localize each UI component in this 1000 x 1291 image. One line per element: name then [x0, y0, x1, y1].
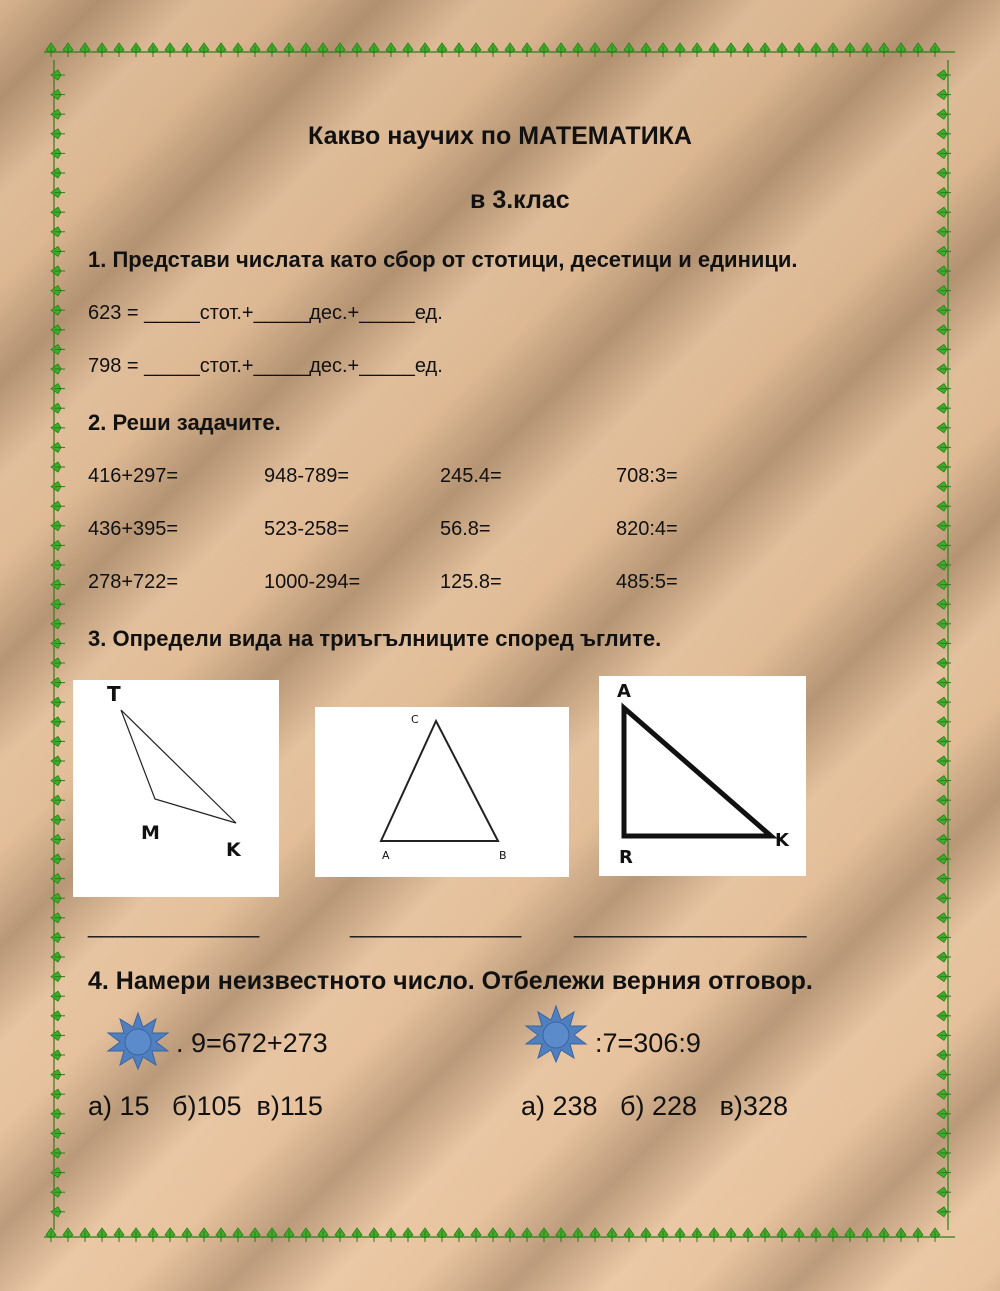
vine-leaf [930, 43, 940, 57]
vine-leaf [250, 43, 260, 57]
vine-leaf [937, 70, 951, 80]
vine-leaf [913, 43, 923, 57]
vine-leaf [937, 521, 951, 531]
task2-expr: 1000-294= [264, 571, 361, 593]
vine-leaf [937, 736, 951, 746]
task2-expr: 416+297= [88, 465, 179, 487]
vine-leaf [114, 1228, 124, 1242]
vine-leaf [216, 1228, 226, 1242]
vine-leaf [51, 638, 65, 648]
vine-leaf [937, 1109, 951, 1119]
vine-leaf [51, 697, 65, 707]
task4-heading: 4. Намери неизвестното число. Отбележи верния отговор. [88, 967, 813, 995]
vine-leaf [471, 1228, 481, 1242]
vine-leaf [46, 43, 56, 57]
task2-expr: 820:4= [616, 518, 678, 540]
vine-leaf [51, 1011, 65, 1021]
vine-leaf [709, 43, 719, 57]
vine-leaf [97, 43, 107, 57]
vine-leaf [51, 423, 65, 433]
vine-leaf [51, 364, 65, 374]
vine-leaf [51, 70, 65, 80]
vine-leaf [454, 1228, 464, 1242]
vine-leaf [63, 1228, 73, 1242]
task1-line-2: 798 = _____стот.+_____дес.+_____ед. [88, 355, 443, 377]
vine-leaf [937, 168, 951, 178]
vine-leaf [51, 462, 65, 472]
vine-leaf [51, 207, 65, 217]
vine-leaf [937, 403, 951, 413]
vine-leaf [743, 43, 753, 57]
vine-leaf [937, 1070, 951, 1080]
vine-leaf [937, 423, 951, 433]
vine-leaf [937, 678, 951, 688]
vine-leaf [51, 991, 65, 1001]
vertex-label: K [226, 839, 241, 861]
task2-expr: 948-789= [264, 465, 350, 487]
vine-leaf [937, 462, 951, 472]
vine-leaf [182, 43, 192, 57]
vine-leaf [51, 90, 65, 100]
vine-leaf [937, 599, 951, 609]
vine-leaf [51, 834, 65, 844]
vine-leaf [352, 43, 362, 57]
vertex-label: K [775, 830, 789, 851]
vine-leaf [114, 43, 124, 57]
vine-leaf [51, 168, 65, 178]
vine-leaf [437, 43, 447, 57]
vine-leaf [199, 43, 209, 57]
vine-leaf [318, 1228, 328, 1242]
vine-leaf [937, 109, 951, 119]
vine-leaf [937, 442, 951, 452]
task2-expr: 56.8= [440, 518, 491, 540]
page-title: Какво научих по МАТЕМАТИКА [308, 122, 692, 150]
vine-leaf [51, 521, 65, 531]
vine-leaf [437, 1228, 447, 1242]
vine-leaf [937, 1030, 951, 1040]
vine-leaf [937, 1207, 951, 1217]
vine-leaf [937, 697, 951, 707]
vine-leaf [937, 619, 951, 629]
vine-leaf [51, 1089, 65, 1099]
vine-leaf [937, 364, 951, 374]
vine-leaf [828, 1228, 838, 1242]
vine-leaf [51, 344, 65, 354]
vine-leaf [937, 560, 951, 570]
vine-leaf [658, 1228, 668, 1242]
vertex-label: A [382, 849, 390, 862]
vine-leaf [573, 1228, 583, 1242]
vine-leaf [51, 1070, 65, 1080]
vine-leaf [386, 43, 396, 57]
vine-leaf [845, 1228, 855, 1242]
vine-leaf [937, 580, 951, 590]
vine-leaf [63, 43, 73, 57]
vine-leaf [937, 638, 951, 648]
vine-leaf [937, 795, 951, 805]
vine-leaf [131, 1228, 141, 1242]
vine-leaf [335, 1228, 345, 1242]
vine-leaf [539, 1228, 549, 1242]
vine-leaf [51, 854, 65, 864]
vine-leaf [318, 43, 328, 57]
vertex-label: A [617, 681, 631, 702]
vine-leaf [369, 1228, 379, 1242]
vine-leaf [937, 227, 951, 237]
vine-leaf [216, 43, 226, 57]
vine-leaf [937, 874, 951, 884]
vine-leaf [811, 1228, 821, 1242]
task2-expr: 278+722= [88, 571, 179, 593]
vine-leaf [284, 43, 294, 57]
vine-leaf [51, 599, 65, 609]
vine-leaf [51, 893, 65, 903]
vine-leaf [51, 501, 65, 511]
vine-leaf [743, 1228, 753, 1242]
vine-leaf [692, 43, 702, 57]
task2-expr: 245.4= [440, 465, 502, 487]
vine-leaf [845, 43, 855, 57]
vine-leaf [51, 815, 65, 825]
vine-leaf [352, 1228, 362, 1242]
vine-leaf [51, 678, 65, 688]
vine-leaf [937, 776, 951, 786]
vine-leaf [937, 1128, 951, 1138]
vine-leaf [607, 1228, 617, 1242]
vine-leaf [51, 1050, 65, 1060]
answer-options-2[interactable]: а) 238 б) 228 в)328 [521, 1091, 788, 1121]
vine-leaf [590, 1228, 600, 1242]
vine-leaf [267, 43, 277, 57]
vine-leaf [250, 1228, 260, 1242]
vine-leaf [937, 1187, 951, 1197]
vine-leaf [51, 246, 65, 256]
vine-leaf [301, 43, 311, 57]
vine-leaf [692, 1228, 702, 1242]
vine-leaf [937, 1050, 951, 1060]
task2-expr: 523-258= [264, 518, 350, 540]
vine-leaf [913, 1228, 923, 1242]
vine-leaf [51, 1128, 65, 1138]
vine-leaf [896, 1228, 906, 1242]
vine-leaf [80, 43, 90, 57]
task1-heading: 1. Представи числата като сбор от стотици, десетици и единици. [88, 247, 798, 272]
vine-leaf [794, 1228, 804, 1242]
vine-leaf [556, 1228, 566, 1242]
vine-leaf [641, 1228, 651, 1242]
vine-leaf [522, 43, 532, 57]
triangle-tmk-figure [73, 680, 279, 897]
vine-leaf [930, 1228, 940, 1242]
vine-leaf [937, 207, 951, 217]
vine-leaf [937, 305, 951, 315]
vine-leaf [233, 43, 243, 57]
vine-leaf [51, 756, 65, 766]
vine-leaf [896, 43, 906, 57]
vine-leaf [165, 43, 175, 57]
vine-leaf [51, 403, 65, 413]
vine-leaf [233, 1228, 243, 1242]
vine-leaf [51, 286, 65, 296]
vine-leaf [80, 1228, 90, 1242]
task2-expr: 436+395= [88, 518, 179, 540]
vine-leaf [675, 1228, 685, 1242]
vine-leaf [51, 1109, 65, 1119]
vine-leaf [937, 266, 951, 276]
vine-leaf [709, 1228, 719, 1242]
vine-leaf [182, 1228, 192, 1242]
vine-leaf [51, 325, 65, 335]
vine-leaf [607, 43, 617, 57]
vertex-label: R [619, 847, 633, 868]
vine-leaf [51, 1187, 65, 1197]
vine-leaf [777, 1228, 787, 1242]
vine-leaf [51, 384, 65, 394]
vine-leaf [505, 1228, 515, 1242]
answer-options-1[interactable]: а) 15 б)105 в)115 [88, 1091, 323, 1121]
vine-leaf [937, 815, 951, 825]
vine-leaf [335, 43, 345, 57]
vine-leaf [879, 43, 889, 57]
vine-leaf [51, 266, 65, 276]
vine-leaf [937, 540, 951, 550]
vine-leaf [937, 932, 951, 942]
vine-leaf [471, 43, 481, 57]
vine-leaf [937, 913, 951, 923]
vine-leaf [879, 1228, 889, 1242]
triangle-ark-figure [599, 676, 806, 876]
vine-leaf [624, 43, 634, 57]
vine-leaf [937, 658, 951, 668]
vine-leaf [51, 109, 65, 119]
task2-expr: 708:3= [616, 465, 678, 487]
equation-1: . 9=672+273 [176, 1028, 328, 1058]
sun-icon [104, 1011, 172, 1071]
vine-leaf [51, 1168, 65, 1178]
vine-leaf [777, 43, 787, 57]
vine-leaf [937, 246, 951, 256]
vertex-label: M [141, 822, 160, 844]
vine-leaf [51, 874, 65, 884]
vine-leaf [51, 305, 65, 315]
vine-leaf [937, 854, 951, 864]
vine-leaf [937, 90, 951, 100]
vine-leaf [937, 501, 951, 511]
vine-leaf [862, 1228, 872, 1242]
vine-leaf [937, 893, 951, 903]
vine-leaf [199, 1228, 209, 1242]
vine-leaf [51, 580, 65, 590]
equation-2: :7=306:9 [595, 1028, 701, 1058]
task3-heading: 3. Определи вида на триъгълниците според ъглите. [88, 626, 662, 651]
vine-leaf [51, 1030, 65, 1040]
vine-leaf [51, 482, 65, 492]
vine-leaf [403, 1228, 413, 1242]
vine-leaf [420, 1228, 430, 1242]
vine-leaf [590, 43, 600, 57]
vine-leaf [937, 1011, 951, 1021]
answer-line[interactable]: ______________ [88, 913, 260, 938]
vine-leaf [51, 227, 65, 237]
vine-leaf [937, 384, 951, 394]
vine-leaf [522, 1228, 532, 1242]
vine-leaf [624, 1228, 634, 1242]
vine-leaf [51, 932, 65, 942]
vine-leaf [284, 1228, 294, 1242]
vine-leaf [937, 1168, 951, 1178]
vine-leaf [97, 1228, 107, 1242]
vine-leaf [675, 43, 685, 57]
triangle-cab-figure [315, 707, 569, 877]
vine-leaf [573, 43, 583, 57]
vine-leaf [131, 43, 141, 57]
vine-leaf [658, 43, 668, 57]
vine-leaf [937, 972, 951, 982]
vine-leaf [148, 1228, 158, 1242]
vine-leaf [641, 43, 651, 57]
vine-leaf [760, 43, 770, 57]
vine-leaf [937, 188, 951, 198]
vine-leaf [267, 1228, 277, 1242]
vine-leaf [386, 1228, 396, 1242]
vine-leaf [165, 1228, 175, 1242]
vine-leaf [862, 43, 872, 57]
vine-leaf [937, 991, 951, 1001]
sun-icon [522, 1004, 590, 1064]
vine-leaf [51, 736, 65, 746]
page-subtitle: в 3.клас [470, 186, 570, 214]
vine-leaf [403, 43, 413, 57]
vine-leaf [937, 1089, 951, 1099]
vine-leaf [488, 43, 498, 57]
vine-leaf [51, 913, 65, 923]
vine-leaf [51, 952, 65, 962]
vine-leaf [51, 560, 65, 570]
vine-leaf [454, 43, 464, 57]
vine-leaf [51, 776, 65, 786]
vine-leaf [301, 1228, 311, 1242]
vine-leaf [726, 43, 736, 57]
vine-leaf [51, 188, 65, 198]
task2-expr: 125.8= [440, 571, 502, 593]
task1-line-1: 623 = _____стот.+_____дес.+_____ед. [88, 302, 443, 324]
task2-expr: 485:5= [616, 571, 678, 593]
vertex-label: B [499, 849, 507, 862]
vine-leaf [794, 43, 804, 57]
vine-leaf [937, 756, 951, 766]
vine-leaf [937, 952, 951, 962]
vine-leaf [828, 43, 838, 57]
vine-leaf [51, 540, 65, 550]
vertex-label: C [411, 713, 419, 726]
vine-leaf [51, 1148, 65, 1158]
vine-leaf [51, 1207, 65, 1217]
task2-heading: 2. Реши задачите. [88, 410, 281, 435]
vine-leaf [937, 325, 951, 335]
vertex-label: T [107, 682, 121, 706]
vine-leaf [51, 442, 65, 452]
vine-leaf [937, 1148, 951, 1158]
vine-leaf [369, 43, 379, 57]
vine-leaf [46, 1228, 56, 1242]
vine-leaf [505, 43, 515, 57]
answer-line[interactable]: ______________ [350, 913, 522, 938]
vine-leaf [420, 43, 430, 57]
vine-leaf [760, 1228, 770, 1242]
vine-leaf [937, 286, 951, 296]
vine-leaf [51, 972, 65, 982]
vine-leaf [937, 482, 951, 492]
vine-leaf [539, 43, 549, 57]
vine-leaf [726, 1228, 736, 1242]
vine-leaf [937, 344, 951, 354]
vine-leaf [937, 717, 951, 727]
vine-leaf [488, 1228, 498, 1242]
vine-leaf [51, 795, 65, 805]
vine-leaf [51, 717, 65, 727]
vine-leaf [148, 43, 158, 57]
answer-line[interactable]: ___________________ [574, 913, 807, 938]
vine-leaf [811, 43, 821, 57]
vine-leaf [51, 658, 65, 668]
vine-leaf [556, 43, 566, 57]
vine-leaf [51, 619, 65, 629]
vine-leaf [937, 834, 951, 844]
